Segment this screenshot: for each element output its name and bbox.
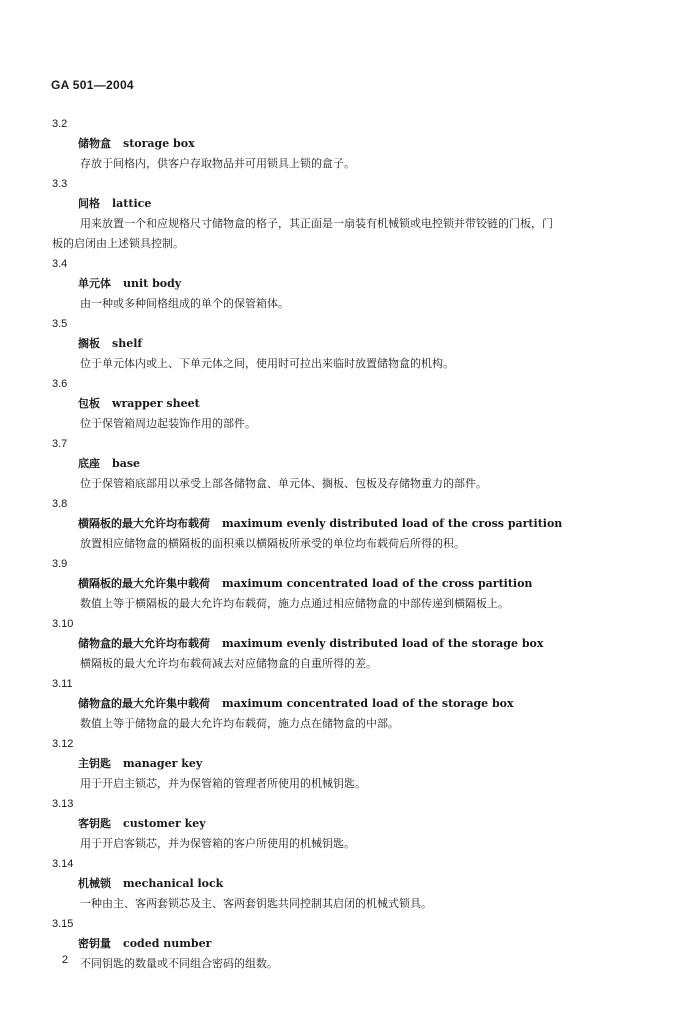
- term-chinese: 客钥匙: [78, 817, 111, 830]
- term-entry: [0, 554, 696, 614]
- term-number: 3.2: [52, 118, 68, 130]
- term-english: maximum concentrated load of the cross partition: [222, 577, 533, 590]
- term-entry: [0, 734, 696, 794]
- term-title: [78, 514, 696, 534]
- term-definition: 一种由主、客两套锁芯及主、客两套钥匙共同控制其启闭的机械式锁具。: [80, 897, 432, 910]
- term-english: maximum evenly distributed load of the storage box: [222, 637, 544, 650]
- term-entry: [0, 914, 696, 974]
- term-title: [78, 574, 696, 594]
- term-chinese: 搁板: [78, 337, 100, 350]
- page-number: 2: [62, 954, 69, 966]
- term-definition: 数值上等于储物盒的最大允许均布载荷，施力点在储物盒的中部。: [80, 717, 399, 730]
- term-entry: [0, 494, 696, 554]
- term-definition: 存放于间格内，供客户存取物品并可用锁具上锁的盒子。: [80, 157, 355, 170]
- term-title: [78, 334, 696, 354]
- term-number: 3.12: [52, 738, 74, 750]
- term-title: [78, 874, 696, 894]
- term-number: 3.4: [52, 258, 68, 270]
- term-chinese: 密钥量: [78, 937, 111, 950]
- term-number: 3.9: [52, 558, 68, 570]
- term-entry: [0, 614, 696, 674]
- term-entry: [0, 794, 696, 854]
- term-entry: [0, 314, 696, 374]
- term-definition: 不同钥匙的数量或不同组合密码的组数。: [80, 957, 278, 970]
- term-title: [78, 934, 696, 954]
- term-chinese: 主钥匙: [78, 757, 111, 770]
- term-number: 3.10: [52, 618, 74, 630]
- term-english: base: [112, 457, 141, 470]
- term-english: coded number: [123, 937, 212, 950]
- term-list: [0, 114, 696, 974]
- term-number: 3.14: [52, 858, 74, 870]
- term-english: wrapper sheet: [112, 397, 200, 410]
- term-title: [78, 694, 696, 714]
- term-definition: 放置相应储物盒的横隔板的面积乘以横隔板所承受的单位均布载荷后所得的积。: [80, 537, 465, 550]
- term-entry: [0, 114, 696, 174]
- term-chinese: 包板: [78, 397, 100, 410]
- term-number: 3.7: [52, 438, 68, 450]
- term-number: 3.5: [52, 318, 68, 330]
- term-number: 3.3: [52, 178, 68, 190]
- standard-code: GA 501—2004: [51, 78, 134, 92]
- term-entry: [0, 254, 696, 314]
- term-chinese: 横隔板的最大允许均布载荷: [78, 517, 210, 530]
- term-number: 3.6: [52, 378, 68, 390]
- term-english: customer key: [123, 817, 206, 830]
- term-number: 3.8: [52, 498, 68, 510]
- term-title: [78, 814, 696, 834]
- term-english: storage box: [123, 137, 195, 150]
- term-title: [78, 134, 696, 154]
- term-definition: 用于开启客锁芯，并为保管箱的客户所使用的机械钥匙。: [80, 837, 355, 850]
- term-definition: 由一种或多种间格组成的单个的保管箱体。: [80, 297, 289, 310]
- term-title: [78, 754, 696, 774]
- term-number: 3.13: [52, 798, 74, 810]
- term-definition: 位于保管箱底部用以承受上部各储物盒、单元体、搁板、包板及存储物重力的部件。: [80, 477, 487, 490]
- term-definition: 数值上等于横隔板的最大允许均布载荷，施力点通过相应储物盒的中部传递到横隔板上。: [80, 597, 509, 610]
- term-number: 3.15: [52, 918, 74, 930]
- term-english: shelf: [112, 337, 143, 350]
- term-title: [78, 634, 696, 654]
- term-entry: [0, 374, 696, 434]
- term-entry: [0, 174, 696, 254]
- term-title: [78, 454, 696, 474]
- term-entry: [0, 674, 696, 734]
- term-definition: 位于保管箱周边起装饰作用的部件。: [80, 417, 256, 430]
- term-definition: 横隔板的最大允许均布载荷减去对应储物盒的自重所得的差。: [80, 657, 377, 670]
- term-english: maximum evenly distributed load of the cross partition: [222, 517, 563, 530]
- term-title: [78, 394, 696, 414]
- term-definition: 用于开启主锁芯，并为保管箱的管理者所使用的机械钥匙。: [80, 777, 366, 790]
- term-title: [78, 274, 696, 294]
- term-english: unit body: [123, 277, 182, 290]
- term-number: 3.11: [52, 678, 73, 690]
- term-chinese: 储物盒的最大允许均布载荷: [78, 637, 210, 650]
- term-entry: [0, 434, 696, 494]
- term-definition: 位于单元体内或上、下单元体之间，使用时可拉出来临时放置储物盒的机构。: [80, 357, 454, 370]
- term-english: mechanical lock: [123, 877, 224, 890]
- term-chinese: 底座: [78, 457, 100, 470]
- term-english: maximum concentrated load of the storage box: [222, 697, 514, 710]
- term-chinese: 储物盒: [78, 137, 111, 150]
- term-title: [78, 194, 696, 214]
- term-chinese: 储物盒的最大允许集中载荷: [78, 697, 210, 710]
- term-chinese: 机械锁: [78, 877, 111, 890]
- term-english: lattice: [112, 197, 152, 210]
- term-chinese: 间格: [78, 197, 100, 210]
- term-chinese: 单元体: [78, 277, 111, 290]
- term-definition: [52, 214, 636, 254]
- term-chinese: 横隔板的最大允许集中载荷: [78, 577, 210, 590]
- definition-line: 用来放置一个和应规格尺寸储物盒的格子，其正面是一扇装有机械锁或电控锁并带铰链的门板，门: [80, 217, 553, 230]
- term-entry: [0, 854, 696, 914]
- term-english: manager key: [123, 757, 203, 770]
- definition-line: 板的启闭由上述锁具控制。: [52, 237, 184, 250]
